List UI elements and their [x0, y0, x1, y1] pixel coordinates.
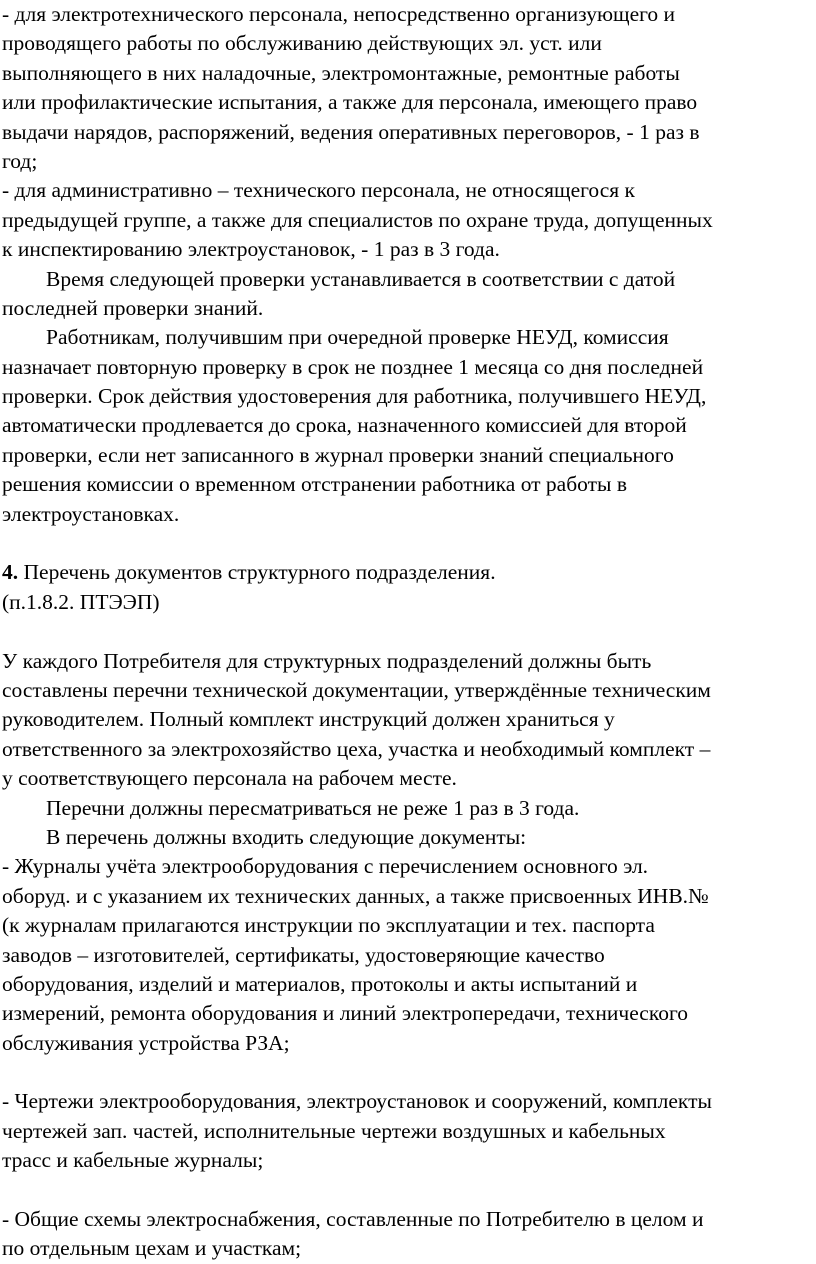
text-line: Работникам, получившим при очередной проверке НЕУД, комиссия: [46, 325, 669, 350]
blank-line: [2, 1058, 816, 1087]
text-line: выполняющего в них наладочные, электромонтажные, ремонтные работы: [2, 60, 680, 85]
paragraph-schemes: [2, 1205, 816, 1264]
text-line: оборудования, изделий и материалов, протоколы и акты испытаний и: [2, 971, 638, 996]
paragraph-next-check: [2, 265, 816, 324]
section-reference: (п.1.8.2. ПТЭЭП): [2, 589, 160, 614]
text-line: Перечни должны пересматриваться не реже 1 раз в 3 года.: [46, 795, 580, 820]
text-line: Время следующей проверки устанавливается в соответствии с датой: [46, 266, 676, 291]
blank-line: [2, 529, 816, 558]
text-line: автоматически продлевается до срока, назначенного комиссией для второй: [2, 413, 687, 438]
paragraph-frequency-list: [2, 0, 816, 265]
text-line: проверки. Срок действия удостоверения для работника, получившего НЕУД,: [2, 384, 707, 409]
text-line: назначает повторную проверку в срок не позднее 1 месяца со дня последней: [2, 354, 704, 379]
text-line: проверки, если нет записанного в журнал проверки знаний специального: [2, 442, 674, 467]
text-line: последней проверки знаний.: [2, 295, 264, 320]
text-line: - для административно – технического персонала, не относящегося к: [2, 178, 635, 203]
blank-line: [2, 1176, 816, 1205]
text-line: ответственного за электрохозяйство цеха, участка и необходимый комплект –: [2, 736, 711, 761]
text-line: измерений, ремонта оборудования и линий электропередачи, технического: [2, 1001, 688, 1026]
section-title-line: [2, 558, 816, 587]
text-line: У каждого Потребителя для структурных подразделений должны быть: [2, 648, 652, 673]
blank-line: [2, 617, 816, 646]
text-line: год;: [2, 148, 38, 173]
section-title: Перечень документов структурного подразделения.: [18, 560, 496, 585]
text-line: или профилактические испытания, а также для персонала, имеющего право: [2, 90, 698, 115]
text-line: у соответствующего персонала на рабочем месте.: [2, 766, 457, 791]
paragraph-repeat-check: [2, 323, 816, 529]
text-line: по отдельным цехам и участкам;: [2, 1236, 302, 1261]
paragraph-documents-list: [2, 647, 816, 1058]
text-line: проводящего работы по обслуживанию действующих эл. уст. или: [2, 31, 602, 56]
text-line: составлены перечни технической документации, утверждённые техническим: [2, 677, 711, 702]
text-line: выдачи нарядов, распоряжений, ведения оперативных переговоров, - 1 раз в: [2, 119, 700, 144]
text-line: (к журналам прилагаются инструкции по эксплуатации и тех. паспорта: [2, 913, 655, 938]
text-line: заводов – изготовителей, сертификаты, удостоверяющие качество: [2, 942, 605, 967]
text-line: В перечень должны входить следующие документы:: [46, 824, 527, 849]
text-line: - для электротехнического персонала, непосредственно организующего и: [2, 2, 676, 26]
text-line: - Журналы учёта электрооборудования с перечислением основного эл.: [2, 854, 649, 879]
section-number: 4.: [2, 560, 19, 585]
text-line: руководителем. Полный комплект инструкций должен храниться у: [2, 707, 615, 732]
section-heading: [2, 558, 816, 617]
text-line: решения комиссии о временном отстранении работника от работы в: [2, 472, 628, 497]
text-line: к инспектированию электроустановок, - 1 раз в 3 года.: [2, 237, 500, 262]
text-line: электроустановках.: [2, 501, 180, 526]
text-line: предыдущей группе, а также для специалистов по охране труда, допущенных: [2, 207, 713, 232]
text-line: - Чертежи электрооборудования, электроустановок и сооружений, комплекты: [2, 1089, 712, 1114]
text-line: трасс и кабельные журналы;: [2, 1148, 264, 1173]
paragraph-drawings: [2, 1087, 816, 1175]
text-line: обслуживания устройства РЗА;: [2, 1030, 290, 1055]
text-line: чертежей зап. частей, исполнительные чертежи воздушных и кабельных: [2, 1118, 666, 1143]
text-line: оборуд. и с указанием их технических данных, а также присвоенных ИНВ.№: [2, 883, 709, 908]
text-line: - Общие схемы электроснабжения, составленные по Потребителю в целом и: [2, 1207, 704, 1232]
